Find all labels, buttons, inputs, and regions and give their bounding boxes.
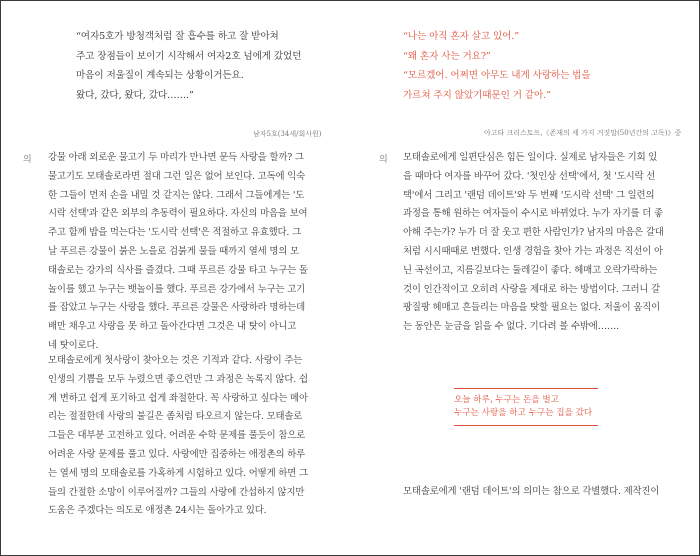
callout-top-rule: [454, 388, 598, 389]
callout-bottom-rule: [454, 425, 598, 426]
callout-line: 누구는 사랑을 하고 누구는 집을 갔다: [454, 408, 593, 418]
right-quote-line: “모르겠어. 어쩌면 아무도 내게 사랑하는 법을: [403, 70, 591, 82]
body-line: 도움은 주겠다는 의도로 애정촌 24시는 돌아가고 있다.: [48, 505, 267, 517]
body-line: 그들은 대부분 고전하고 있다. 어려운 수학 문제를 풀듯이 참으로: [48, 430, 306, 442]
body-line: 닌 곡선이고, 지름길보다는 둘레길이 좋다. 헤매고 오락가락하는: [403, 264, 658, 276]
body-line: 는 동안은 눈금을 읽을 수 없다. 기다려 볼 수밖에…….: [403, 321, 619, 333]
body-line: 들의 간절한 소망이 이루어질까? 그들의 사랑에 간섭하지 않지만: [48, 486, 305, 498]
right-paragraph-1: [403, 149, 687, 337]
callout-line: 오늘 하루, 누구는 돈을 벌고: [454, 395, 559, 405]
left-epigraph-quote: [76, 27, 301, 105]
left-quote-line: 마음이 저울질이 계속되는 상황이거든요.: [76, 70, 244, 82]
left-section-marker: 의: [23, 155, 32, 165]
right-quote-line: “왜 혼자 사는 거요?”: [403, 50, 491, 62]
body-line: 어려운 사랑 문제를 풀고 있다. 사랑에만 집중하는 애정촌의 하루: [48, 448, 306, 460]
left-quote-source: 남자5호(34세/회사원): [253, 130, 322, 138]
body-line: 과정을 통해 원하는 여자들이 수시로 바뀌었다. 누가 자기를 더 좋: [403, 208, 663, 220]
right-paragraph-2: [403, 483, 687, 502]
body-line: 게 변하고 쉽게 포기하고 쉽게 좌절한다. 꼭 사랑하고 싶다는 메아: [48, 392, 308, 404]
body-line: 태솔로는 강가의 식사를 즐겼다. 그때 푸르른 강물 타고 누구는 돌: [48, 264, 308, 276]
right-epigraph-quote: [403, 27, 591, 105]
body-line: 한 그들이 먼저 손을 내밀 것 같지는 않다. 그래서 그들에게는 '도: [48, 189, 305, 201]
body-line: 배만 채우고 사랑을 못 하고 돌아간다면 그것은 내 탓이 아니고: [48, 321, 297, 333]
body-line: 는 열세 명의 모태솔로를 가혹하게 시험하고 있다. 어떻게 하면 그: [48, 467, 308, 479]
right-quote-source: 아고타 크리스토프,《존재의 세 가지 거짓말(50년간의 고독)》중: [484, 129, 682, 137]
body-line: 것이 인간적이고 오히려 사랑을 제대로 하는 방법이다. 그러니 갈: [403, 283, 661, 295]
body-line: 모태솔로에게 첫사랑이 찾아오는 것은 기적과 같다. 사랑이 주는: [48, 355, 303, 366]
right-section-marker: 의: [379, 155, 388, 165]
right-quote-line: 가르쳐 주지 않았기때문인 거 같아.”: [403, 89, 551, 101]
body-line: 택'에서 그리고 '랜덤 데이트'와 두 번째 '도시락 선택' 그 일련의: [403, 189, 655, 201]
body-line: 주고 함께 밥을 먹는다는 '도시락 선택'은 적절하고 유효했다. 그: [48, 227, 301, 239]
body-line: 모태솔로에게 일편단심은 힘든 일이다. 실제로 남자들은 기회 있: [403, 152, 658, 163]
left-quote-line: 주고 장점들이 보이기 시작해서 여자2호 넘에게 갔었던: [76, 50, 302, 62]
body-line: 처럼 시시때때로 변했다. 인생 경험을 찾아 가는 과정은 직선이 아: [403, 245, 663, 257]
body-line: 를 잡았고 누구는 사랑을 했다. 푸르른 강물은 사랑하라 명하는데: [48, 302, 306, 314]
left-quote-line: “여자5호가 방청객처럼 잘 흡수를 하고 잘 받아쳐: [76, 31, 279, 42]
body-line: 을 때마다 여자를 바꾸어 갔다. '첫인상 선택'에서, 첫 '도시락 선: [403, 170, 656, 182]
body-line: 물고기도 모태솔로라면 절대 그런 일은 없어 보인다. 고독에 익숙: [48, 170, 306, 182]
body-line: 시락 선택'과 같은 외부의 추동력이 필요하다. 자신의 마음을 보여: [48, 208, 308, 220]
body-line: 놀이를 했고 누구는 뱃놀이를 했다. 푸르른 강가에서 누구는 고기: [48, 283, 306, 295]
body-line: 날 푸르른 강물이 붉은 노을로 검붉게 물들 때까지 열세 명의 모: [48, 245, 299, 257]
left-quote-line: 왔다, 갔다, 왔다, 갔다…….”: [76, 89, 194, 101]
right-quote-line: “나는 아직 혼자 살고 있어.”: [403, 31, 520, 42]
body-line: 팡질팡 헤매고 흔들리는 마음을 탓할 필요는 없다. 저울이 움직이: [403, 302, 661, 314]
body-line: 모태솔로에게 '랜덤 데이트'의 의미는 참으로 각별했다. 제작진이: [403, 486, 660, 497]
left-paragraph-2: [48, 352, 328, 521]
left-paragraph-1: [48, 149, 328, 356]
body-line: 네 탓이로다.: [48, 339, 99, 351]
body-line: 리는 절절한데 사랑의 불길은 좀처럼 타오르지 않는다. 모태솔로: [48, 411, 303, 423]
body-line: 아해 주는가? 누가 더 잘 웃고 편한 사람인가? 남자의 마음은 갈대: [403, 227, 664, 239]
pull-quote-callout: [454, 388, 598, 426]
body-line: 강물 아래 외로운 물고기 두 마리가 만나면 문득 사랑을 할까? 그: [48, 152, 304, 163]
body-line: 인생의 기쁨을 모두 누렸으면 좋으련만 그 과정은 녹록지 않다. 쉽: [48, 373, 308, 385]
